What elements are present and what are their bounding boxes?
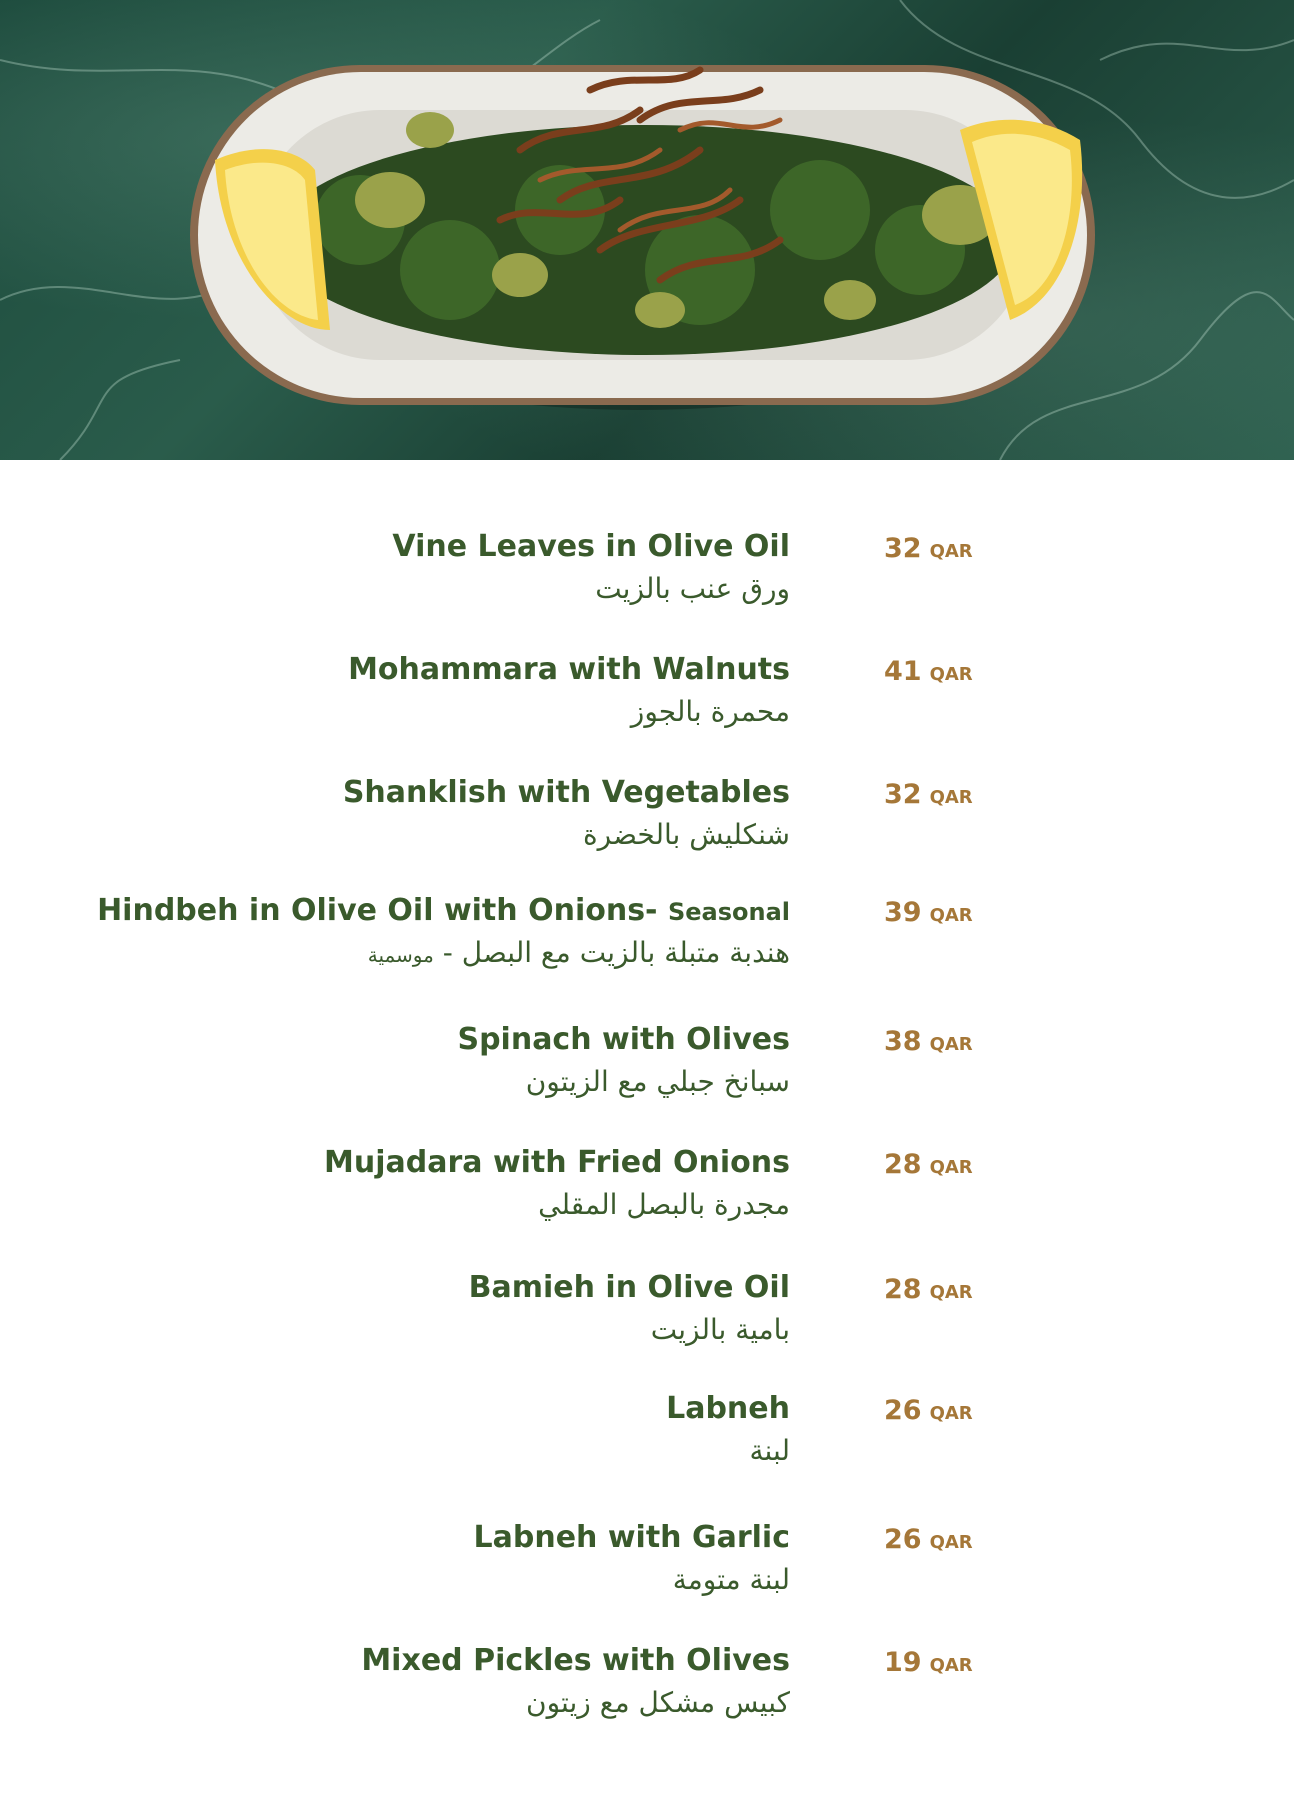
- menu-item: [0, 1518, 1294, 1628]
- item-price: [884, 1270, 973, 1313]
- price-currency: QAR: [929, 787, 973, 808]
- item-name-ar: مجدرة بالبصل المقلي: [538, 1188, 790, 1221]
- price-value: 26: [884, 1524, 922, 1555]
- item-name-ar: شنكليش بالخضرة: [582, 818, 790, 851]
- item-name-ar: ورق عنب بالزيت: [595, 572, 790, 605]
- price-currency: QAR: [929, 1532, 973, 1553]
- price-value: 32: [884, 779, 922, 810]
- price-value: 19: [884, 1647, 922, 1678]
- item-name-en: Mohammara with Walnuts: [348, 652, 790, 687]
- item-price: [884, 1643, 973, 1686]
- price-value: 32: [884, 533, 922, 564]
- item-name-en: [97, 891, 790, 932]
- price-currency: QAR: [929, 1403, 973, 1424]
- price-currency: QAR: [929, 1282, 973, 1303]
- price-currency: QAR: [929, 1655, 973, 1676]
- item-price: [884, 1022, 973, 1065]
- item-name-ar-text: هندبة متبلة بالزيت مع البصل -: [442, 936, 790, 969]
- menu-item: [0, 891, 1294, 1001]
- item-price: [884, 1145, 973, 1188]
- price-currency: QAR: [929, 905, 973, 926]
- item-name-en: Shanklish with Vegetables: [342, 775, 790, 810]
- item-price: [884, 529, 973, 572]
- item-price: [884, 652, 973, 695]
- item-price: [884, 1520, 973, 1563]
- seasonal-tag-ar: موسمية: [367, 943, 434, 967]
- item-name-ar: بامية بالزيت: [650, 1313, 790, 1346]
- price-value: 39: [884, 897, 922, 928]
- item-name-ar: لبنة: [749, 1434, 790, 1467]
- price-value: 41: [884, 656, 922, 687]
- menu-item: [0, 1268, 1294, 1378]
- menu-item: [0, 527, 1294, 637]
- price-value: 28: [884, 1274, 922, 1305]
- price-value: 26: [884, 1395, 922, 1426]
- item-name-en: Bamieh in Olive Oil: [468, 1270, 790, 1305]
- item-price: [884, 893, 973, 936]
- price-currency: QAR: [929, 664, 973, 685]
- menu-item: [0, 1143, 1294, 1253]
- item-name-en: Vine Leaves in Olive Oil: [392, 529, 790, 564]
- item-price: [884, 1391, 973, 1434]
- item-name-ar: محمرة بالجوز: [630, 695, 790, 728]
- seasonal-tag-en: Seasonal: [667, 898, 790, 926]
- item-name-en: Spinach with Olives: [457, 1022, 790, 1057]
- item-name-en: Mujadara with Fried Onions: [324, 1145, 790, 1180]
- price-value: 38: [884, 1026, 922, 1057]
- item-name-en: Labneh: [666, 1391, 790, 1426]
- price-currency: QAR: [929, 1157, 973, 1178]
- price-value: 28: [884, 1149, 922, 1180]
- item-name-ar: سبانخ جبلي مع الزيتون: [525, 1065, 790, 1098]
- menu-item: [0, 1641, 1294, 1751]
- item-name-ar: لبنة متومة: [672, 1563, 790, 1596]
- menu-item: [0, 773, 1294, 883]
- item-name-ar: [368, 933, 790, 975]
- item-price: [884, 775, 973, 818]
- item-name-en: Mixed Pickles with Olives: [361, 1643, 790, 1678]
- item-name-en: Labneh with Garlic: [473, 1520, 790, 1555]
- menu-item: [0, 1389, 1294, 1499]
- item-name-en-text: Hindbeh in Olive Oil with Onions-: [97, 893, 658, 928]
- price-currency: QAR: [929, 1034, 973, 1055]
- menu-item: [0, 650, 1294, 760]
- price-currency: QAR: [929, 541, 973, 562]
- item-name-ar: كبيس مشكل مع زيتون: [526, 1686, 790, 1719]
- menu-item: [0, 1020, 1294, 1130]
